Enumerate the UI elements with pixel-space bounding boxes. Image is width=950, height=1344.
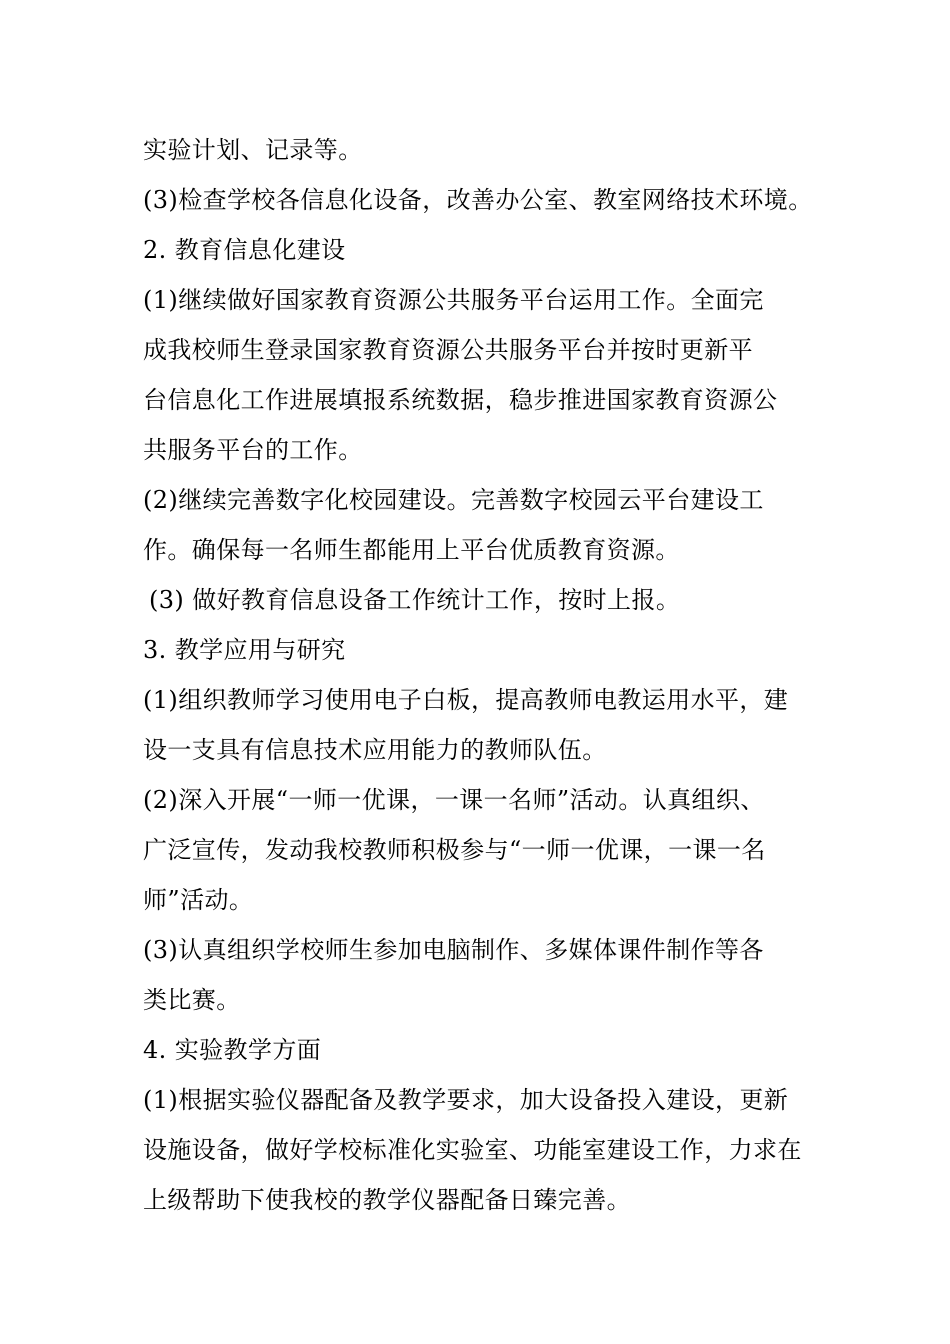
text-line: (3)认真组织学校师生参加电脑制作、多媒体课件制作等各 bbox=[143, 936, 764, 964]
text-line: 广泛宣传，发动我校教师积极参与“一师一优课，一课一名 bbox=[143, 836, 766, 864]
section-heading: 2. 教育信息化建设 bbox=[143, 236, 346, 264]
text-line: (1)继续做好国家教育资源公共服务平台运用工作。全面完 bbox=[143, 286, 764, 314]
text-line: 实验计划、记录等。 bbox=[143, 136, 363, 164]
text-line: 设施设备，做好学校标准化实验室、功能室建设工作，力求在 bbox=[143, 1136, 802, 1164]
text-line: 师”活动。 bbox=[143, 886, 254, 914]
document-body bbox=[143, 125, 828, 1225]
text-line: 设一支具有信息技术应用能力的教师队伍。 bbox=[143, 736, 607, 764]
text-line: (3)检查学校各信息化设备，改善办公室、教室网络技术环境。 bbox=[143, 186, 813, 214]
text-line: (2)继续完善数字化校园建设。完善数字校园云平台建设工 bbox=[143, 486, 764, 514]
text-line: (1)根据实验仪器配备及教学要求，加大设备投入建设，更新 bbox=[143, 1086, 789, 1114]
section-heading: 3. 教学应用与研究 bbox=[143, 636, 346, 664]
text-line: 成我校师生登录国家教育资源公共服务平台并按时更新平 bbox=[143, 336, 753, 364]
section-heading: 4. 实验教学方面 bbox=[143, 1036, 322, 1064]
text-line: 上级帮助下使我校的教学仪器配备日臻完善。 bbox=[143, 1186, 631, 1214]
text-line: (3) 做好教育信息设备工作统计工作，按时上报。 bbox=[149, 586, 681, 614]
text-line: (2)深入开展“一师一优课，一课一名师”活动。认真组织、 bbox=[143, 786, 765, 814]
text-line: 类比赛。 bbox=[143, 986, 241, 1014]
text-line: (1)组织教师学习使用电子白板，提高教师电教运用水平，建 bbox=[143, 686, 789, 714]
text-line: 作。确保每一名师生都能用上平台优质教育资源。 bbox=[143, 536, 680, 564]
text-line: 台信息化工作进展填报系统数据，稳步推进国家教育资源公 bbox=[143, 386, 778, 414]
text-line: 共服务平台的工作。 bbox=[143, 436, 363, 464]
